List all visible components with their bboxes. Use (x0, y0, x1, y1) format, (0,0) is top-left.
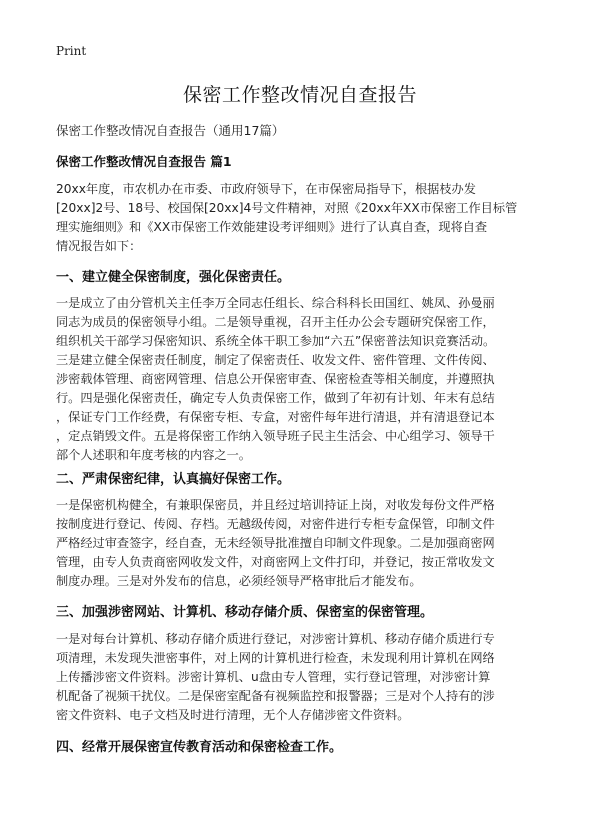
paragraph-line: 三是建立健全保密责任制度，制定了保密责任、收发文件、密件管理、文件传阅、 (56, 353, 495, 367)
section-title-4: 四、经常开展保密宣传教育活动和保密检查工作。 (56, 740, 343, 755)
paragraph-line: 一是对每台计算机、移动存储介质进行登记，对涉密计算机、移动存储介质进行专 (56, 632, 495, 646)
paragraph-line: 情况报告如下： (56, 239, 142, 253)
paragraph-line: 按制度进行登记、传阅、存档。无越级传阅，对密件进行专柜专盒保管，印制文件 (56, 517, 495, 531)
paragraph-line: 涉密载体管理、商密网管理、信息公开保密审查、保密检查等相关制度，并遵照执 (56, 372, 495, 386)
document-title: 保密工作整改情况自查报告 (182, 84, 417, 106)
intro-paragraph (56, 180, 580, 256)
section-1-paragraph (56, 294, 580, 465)
section-2-paragraph (56, 496, 580, 591)
paragraph-line: 密文件资料、电子文档及时进行清理，无个人存储涉密文件资料。 (56, 708, 410, 722)
paragraph-line: 一是保密机构健全，有兼职保密员，并且经过培训持证上岗，对收发每份文件严格 (56, 498, 495, 512)
paragraph-line: 一是成立了由分管机关主任李万全同志任组长、综合科科长田国红、姚凤、孙曼丽 (56, 296, 495, 310)
section-3-paragraph (56, 630, 580, 725)
article-heading: 保密工作整改情况自查报告 篇1 (56, 154, 232, 169)
paragraph-line: 理实施细则》和《XX市保密工作效能建设考评细则》进行了认真自查，现将自查 (56, 220, 488, 234)
paragraph-line: 制度办理。三是对外发布的信息，必须经领导严格审批后才能发布。 (56, 574, 422, 588)
paragraph-line: 上传播涉密文件资料。涉密计算机、u盘由专人管理，实行登记管理，对涉密计算 (56, 670, 491, 684)
section-title-1: 一、建立健全保密制度，强化保密责任。 (56, 270, 291, 285)
section-title-2: 二、严肃保密纪律，认真搞好保密工作。 (56, 472, 291, 487)
paragraph-line: 部个人述职和年度考核的内容之一。 (56, 448, 251, 462)
paragraph-line: 严格经过审查签字，经自查，无未经领导批准擅自印制文件现象。二是加强商密网 (56, 536, 495, 550)
paragraph-line: ，保证专门工作经费，有保密专柜、专盒，对密件每年进行清退，并有清退登记本 (56, 410, 495, 424)
paragraph-line: 行。四是强化保密责任，确定专人负责保密工作，做到了年初有计划、年末有总结 (56, 391, 495, 405)
paragraph-line: 管理，由专人负责商密网收发文件，对商密网上文件打印，并登记，按正常收发文 (56, 555, 495, 569)
paragraph-line: 组织机关干部学习保密知识、系统全体干职工参加“六五”保密普法知识竞赛活动。 (56, 334, 496, 348)
paragraph-line: 同志为成员的保密领导小组。二是领导重视，召开主任办公会专题研究保密工作， (56, 315, 495, 329)
section-title-3: 三、加强涉密网站、计算机、移动存储介质、保密室的保密管理。 (56, 605, 434, 620)
document-subtitle: 保密工作整改情况自查报告（通用17篇） (56, 123, 285, 138)
print-label[interactable]: Print (56, 44, 87, 58)
paragraph-line: ，定点销毁文件。五是将保密工作纳入领导班子民主生活会、中心组学习、领导干 (56, 429, 495, 443)
paragraph-line: 项清理，未发现失泄密事件，对上网的计算机进行检查，未发现利用计算机在网络 (56, 651, 495, 665)
paragraph-line: [20xx]2号、18号、校国保[20xx]4号文件精神，对照《20xx年XX市保密工作目标管 (56, 201, 518, 215)
paragraph-line: 机配备了视频干扰仪。二是保密室配备有视频监控和报警器；三是对个人持有的涉 (56, 689, 495, 703)
paragraph-line: 20xx年度，市农机办在市委、市政府领导下，在市保密局指导下，根据枝办发 (56, 182, 476, 196)
